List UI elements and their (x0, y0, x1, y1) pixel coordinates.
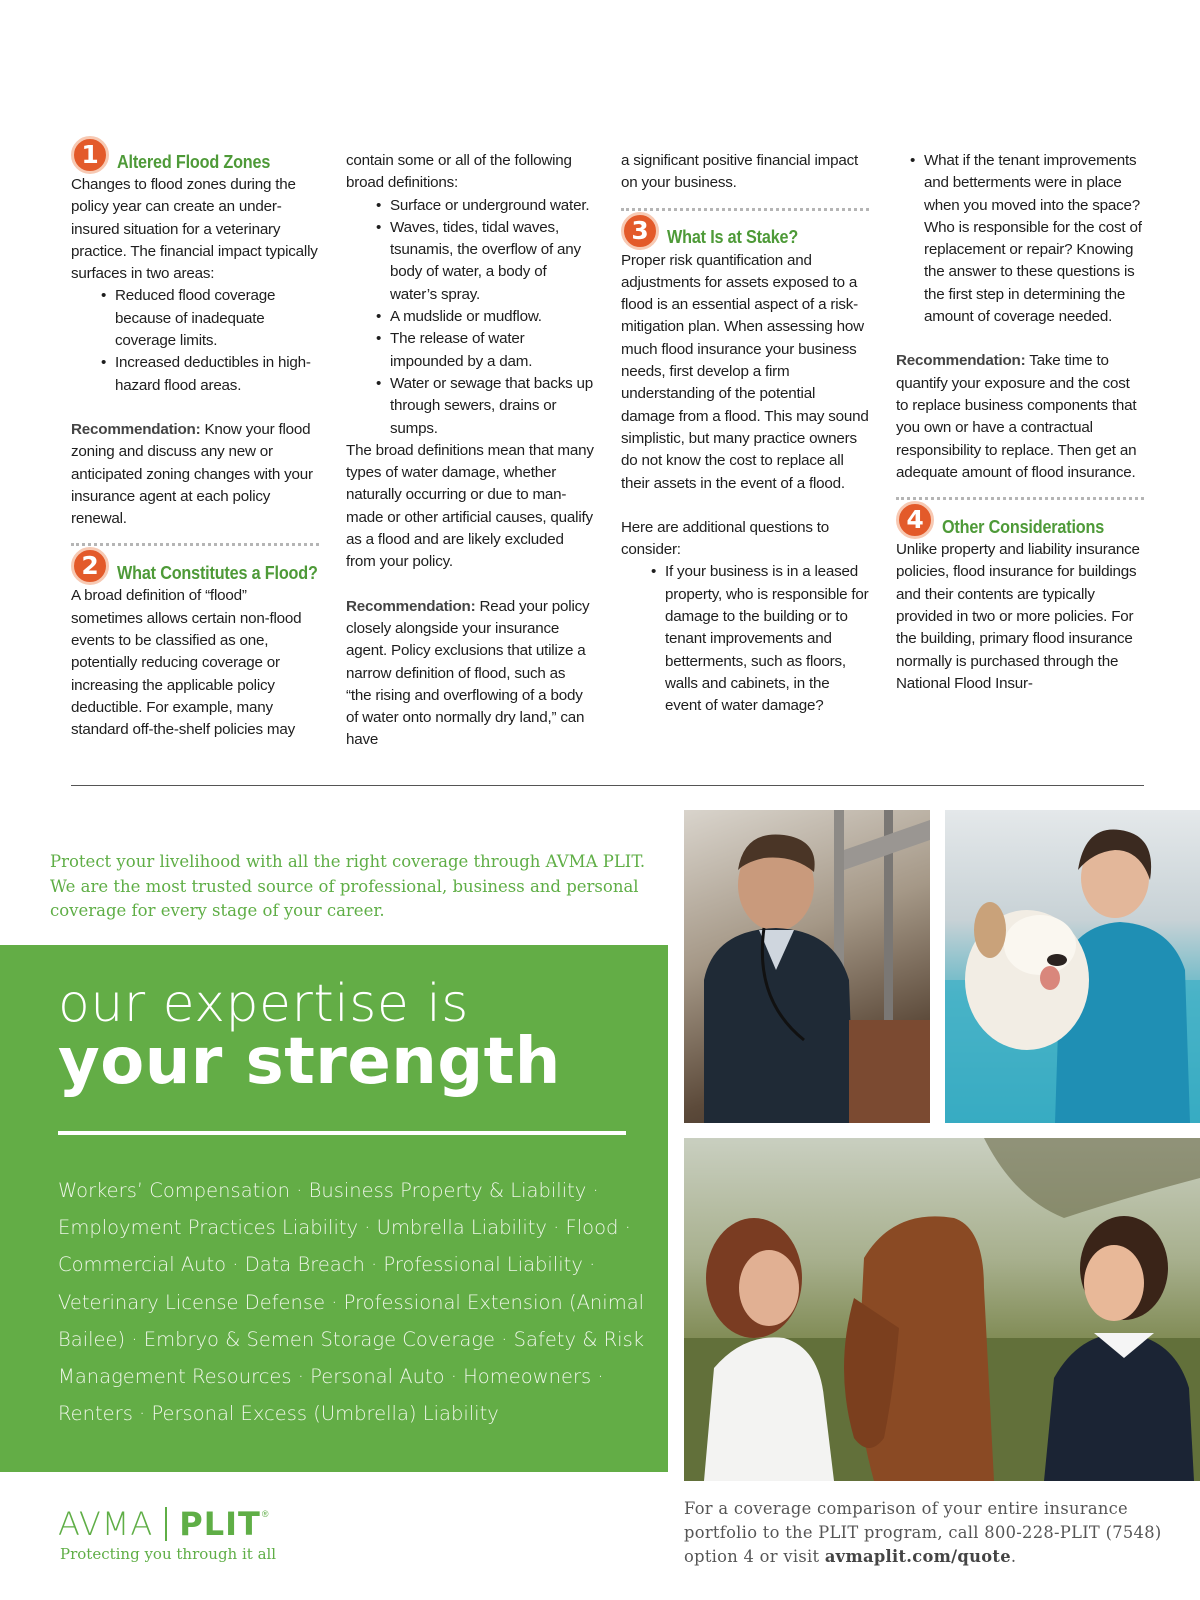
veterinarian-stethoscope-photo (684, 810, 930, 1123)
recommendation-label: Recommendation: (71, 420, 201, 438)
section-title: Altered Flood Zones (117, 151, 271, 172)
recommendation-text: Read your policy closely alongside your insurance agent. Policy exclusions that utilize a narrow definition of flood, such as “the rising and overflowing of a body of water onto normally dry land,” can have (346, 597, 590, 749)
cta-end: . (1010, 1547, 1017, 1566)
section-divider (71, 543, 319, 546)
section-number-badge: 3 (621, 212, 659, 250)
list-item: • The release of water impounded by a dam. (376, 328, 594, 373)
recommendation-paragraph (346, 596, 594, 752)
article-ad-divider (71, 785, 1144, 786)
column-4 (896, 150, 1144, 695)
list-item: • What if the tenant improvements and betterments were in place when you moved into the space? Who is responsible for the cost of replacement or repair? Knowing the answer to these questions is the first step in determining the amount of coverage needed. (910, 150, 1144, 328)
section-title: Other Considerations (942, 516, 1105, 537)
recommendation-text: Take time to quantify your exposure and the cost to replace business components that you own or have a contractual responsibility to replace. Then get an adequate amount of flood insurance. (896, 352, 1137, 481)
recommendation-label: Recommendation: (896, 352, 1026, 370)
column-1 (71, 140, 319, 742)
section-divider (896, 497, 1144, 500)
list-item: • Increased deductibles in high-hazard flood areas. (101, 352, 319, 397)
slogan-line-2: your strength (58, 1025, 561, 1099)
logo-subtitle: Protecting you through it all (60, 1545, 277, 1563)
section-number-badge: 2 (71, 547, 109, 585)
list-item: • Surface or underground water. (376, 195, 594, 217)
quote-link[interactable]: avmaplit.com/quote (824, 1547, 1011, 1566)
logo-divider (165, 1507, 167, 1541)
section-4-text: Unlike property and liability insurance policies, flood insurance for buildings and their contents are typically provided in two or more policies. For the building, primary flood insurance normally is purchased through the National Flood Insur- (896, 541, 1140, 692)
section-title: What Constitutes a Flood? (117, 563, 318, 584)
photo-illustration (684, 1138, 1200, 1481)
section-3-text: Proper risk quantification and adjustments for assets exposed to a flood is an essential aspect of a risk-mitigation plan. When assessing how much flood insurance your business needs, first develop a firm understanding of the potential damage from a flood. This may sound simplistic, but many practice owners do not know the cost to replace all their assets in the event of a flood. (621, 251, 869, 492)
list-item: • Water or sewage that backs up through sewers, drains or sumps. (376, 373, 594, 440)
column-2 (346, 150, 594, 752)
list-item: • A mudslide or mudflow. (376, 306, 594, 328)
photo-illustration (945, 810, 1200, 1123)
section-4-heading (896, 501, 1144, 539)
section-1-bullets (101, 285, 319, 396)
logo-plit-text: PLIT (179, 1505, 261, 1543)
flood-definitions-list (376, 195, 594, 440)
list-item: • If your business is in a leased property, who is responsible for damage to the building or to tenant improvements and betterments, such as floors, walls and cabinets, in the event of water damage? (651, 561, 869, 717)
horse-and-women-photo (684, 1138, 1200, 1481)
section-1-intro: Changes to flood zones during the policy year can create an under-insured situation for a veterinary practice. The financial impact typically surfaces in two areas: (71, 176, 318, 283)
section-divider (621, 208, 869, 211)
ad-tagline: Protect your livelihood with all the right coverage through AVMA PLIT. We are the most trusted source of professional, business and personal coverage for every stage of your career. (50, 852, 646, 920)
recommendation-label: Recommendation: (346, 597, 476, 615)
slogan-line-1: our expertise is (58, 974, 469, 1034)
logo-avma-text: AVMA (58, 1505, 154, 1543)
column-3-intro: a significant positive financial impact on your business. (621, 152, 859, 192)
section-number-badge: 1 (71, 136, 109, 174)
photo-illustration (684, 810, 930, 1123)
recommendation-paragraph (896, 350, 1144, 484)
avma-plit-logo (58, 1505, 268, 1543)
slogan-underline (58, 1131, 626, 1135)
section-2-text: A broad definition of “flood” sometimes allows certain non-flood events to be classified as one, potentially reducing coverage or increasing the applicable policy deductible. For example, many standard off-the-shelf policies may (71, 587, 302, 739)
section-title: What Is at Stake? (667, 227, 799, 248)
section-number-badge: 4 (896, 501, 934, 539)
list-item: • Waves, tides, tidal waves, tsunamis, the overflow of any body of water, a body of water’s spray. (376, 217, 594, 306)
recommendation-paragraph (71, 419, 319, 530)
coverage-list: Workers’ Compensation · Business Property & Liability · Employment Practices Liability · Umbrella Liability · Flood · Commercial Auto · Data Breach · Professional Liability · Veterinary License Defense · Professional Extension (Animal Bailee) · Embryo & Semen Storage Coverage · Safety & Risk Management Resources · Personal Auto · Homeowners · Renters · Personal Excess (Umbrella) Liability (58, 1179, 645, 1426)
registered-mark: ® (261, 1509, 269, 1519)
recommendation-text: Know your flood zoning and discuss any new or anticipated zoning changes with your insurance agent at each policy renewal. (71, 420, 313, 528)
questions-intro: Here are additional questions to consider: (621, 518, 830, 559)
section-3-heading (621, 212, 869, 250)
list-item: • Reduced flood coverage because of inadequate coverage limits. (101, 285, 319, 352)
questions-list-continued (910, 150, 1144, 328)
call-to-action (684, 1497, 1164, 1569)
column-2-paragraph: The broad definitions mean that many types of water damage, whether naturally occurring or due to man-made or other artificial causes, qualify as a flood and are likely excluded from your policy. (346, 441, 594, 571)
column-2-intro: contain some or all of the following broad definitions: (346, 152, 572, 192)
dog-hydrotherapy-photo (945, 810, 1200, 1123)
section-1-heading (71, 136, 319, 174)
cta-text: For a coverage comparison of your entire insurance portfolio to the PLIT program, call 800-228-PLIT (7548) option 4 or visit (684, 1499, 1162, 1566)
questions-list (651, 561, 869, 717)
section-2-heading (71, 547, 319, 585)
column-3 (621, 150, 869, 718)
